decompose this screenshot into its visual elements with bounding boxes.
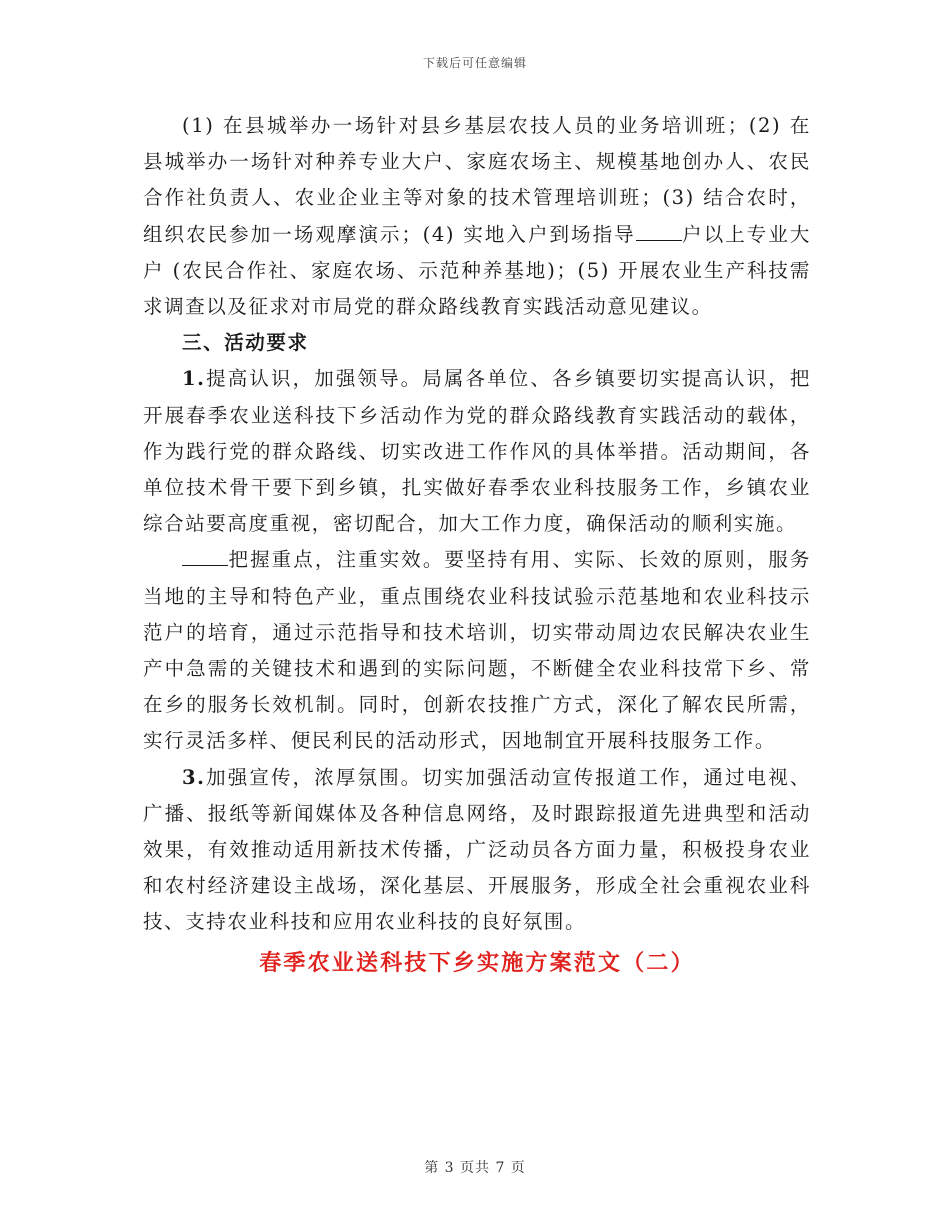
- section-heading: 三、活动要求: [182, 331, 309, 355]
- item-text: 提高认识，加强领导。局属各单位、各乡镇要切实提高认识，把开展春季农业送科技下乡活动作为党的群众路线教育实践活动的载体，作为践行党的群众路线、切实改进工作作风的具体举措。活动期间，各单位技术骨干要下到乡镇，扎实做好春季农业科技服务工作，乡镇农业综合站要高度重视，密切配合，加大工作力度，确保活动的顺利实施。: [143, 367, 811, 536]
- paragraph-text: (1) 在县城举办一场针对县乡基层农技人员的业务培训班；(2) 在县城举办一场针对种养专业大户、家庭农场主、规模基地创办人、农民合作社负责人、农业企业主等对象的技术管理培训班；(3) 结合农时，组织农民参加一场观摩演示；(4) 实地入户到场指导: [143, 114, 811, 246]
- document-body: [143, 108, 811, 983]
- item-number: 3.: [182, 765, 206, 789]
- paragraph-text-continued: 户以上专业大户 (农民合作社、家庭农场、示范种养基地)；(5) 开展农业生产科技需求调查以及征求对市局党的群众路线教育实践活动意见建议。: [143, 222, 811, 319]
- page-header: 下载后可任意编辑: [422, 56, 527, 70]
- page-footer: 第 3 页共 7 页: [424, 1160, 526, 1176]
- requirement-item-1: [143, 361, 811, 542]
- item-text: 把握重点，注重实效。要坚持有用、实际、长效的原则，服务当地的主导和特色产业，重点围绕农业科技试验示范基地和农业科技示范户的培育，通过示范指导和技术培训，切实带动周边农民解决农业生产中急需的关键技术和遇到的实际问题，不断健全农业科技常下乡、常在乡的服务长效机制。同时，创新农技推广方式，深化了解农民所需，实行灵活多样、便民利民的活动形式，因地制宜开展科技服务工作。: [143, 548, 811, 753]
- document-subtitle: 春季农业送科技下乡实施方案范文（二）: [259, 949, 695, 976]
- paragraph-activity-contents: [143, 108, 811, 325]
- requirement-item-3: [143, 760, 811, 941]
- fill-in-blank: [636, 239, 682, 241]
- fill-in-blank: [182, 564, 228, 566]
- item-text: 加强宣传，浓厚氛围。切实加强活动宣传报道工作，通过电视、广播、报纸等新闻媒体及各种信息网络，及时跟踪报道先进典型和活动效果，有效推动适用新技术传播，广泛动员各方面力量，积极投身农业和农村经济建设主战场，深化基层、开展服务，形成全社会重视农业科技、支持农业科技和应用农业科技的良好氛围。: [143, 765, 811, 934]
- item-number: 1.: [182, 367, 206, 391]
- requirement-item-2: [143, 542, 811, 759]
